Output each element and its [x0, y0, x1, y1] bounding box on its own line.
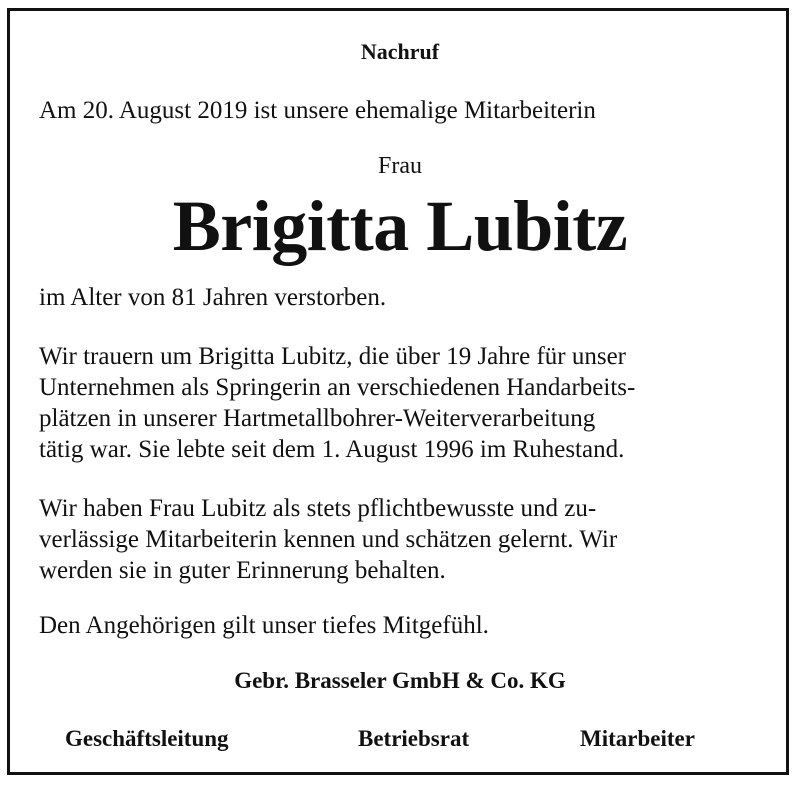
age-paragraph	[39, 282, 386, 313]
deceased-name: Brigitta Lubitz	[172, 186, 628, 266]
mourning-line: Wir trauern um Brigitta Lubitz, die über 19 Jahre für unser	[39, 343, 626, 370]
age-line: im Alter von 81 Jahren verstorben.	[39, 284, 387, 311]
company-name: Gebr. Brasseler GmbH & Co. KG	[234, 668, 566, 693]
signatory-management: Geschäftsleitung	[65, 726, 229, 751]
appreciation-paragraph	[39, 493, 617, 586]
appreciation-line: verlässige Mitarbeiterin kennen und schätzen gelernt. Wir	[39, 526, 618, 553]
mourning-paragraph	[39, 341, 635, 465]
signatory-works-council: Betriebsrat	[358, 726, 470, 751]
signatory-employees: Mitarbeiter	[580, 726, 695, 751]
salutation: Frau	[378, 153, 422, 179]
condolence-line: Den Angehörigen gilt unser tiefes Mitgefühl.	[39, 612, 489, 639]
appreciation-line: Wir haben Frau Lubitz als stets pflichtbewusste und zu-	[39, 495, 597, 522]
condolence-paragraph	[39, 610, 489, 641]
obituary-heading: Nachruf	[360, 39, 440, 64]
mourning-line: Unternehmen als Springerin an verschiedenen Handarbeits-	[39, 374, 636, 401]
appreciation-line: werden sie in guter Erinnerung behalten.	[39, 557, 446, 584]
mourning-line: plätzen in unserer Hartmetallbohrer-Weiterverarbeitung	[39, 405, 596, 432]
mourning-line: tätig war. Sie lebte seit dem 1. August 1996 im Ruhestand.	[39, 436, 625, 463]
intro-line: Am 20. August 2019 ist unsere ehemalige Mitarbeiterin	[39, 97, 596, 124]
